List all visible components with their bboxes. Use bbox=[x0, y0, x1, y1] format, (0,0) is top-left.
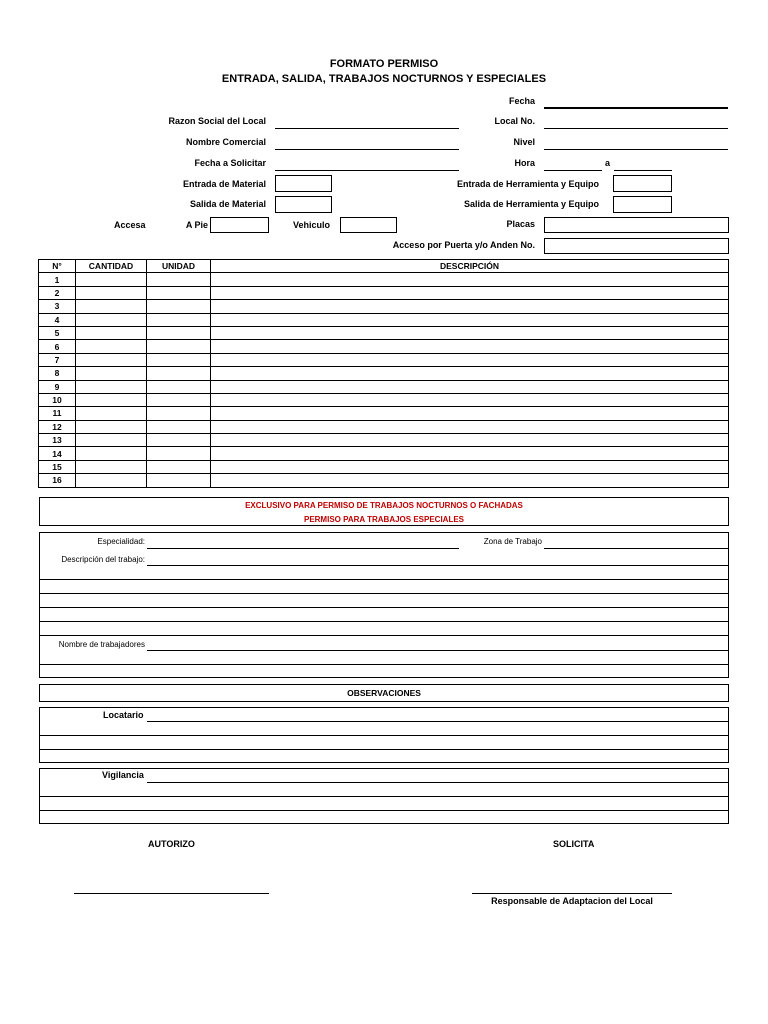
table-row bbox=[39, 286, 729, 299]
placas-label: Placas bbox=[506, 219, 535, 229]
autorizo-signature-line[interactable] bbox=[74, 893, 269, 894]
trabajadores-line-2[interactable] bbox=[39, 664, 729, 665]
descripcion-line-4[interactable] bbox=[39, 607, 729, 608]
cantidad-cell[interactable] bbox=[76, 460, 147, 473]
fecha-field[interactable] bbox=[544, 107, 728, 109]
salida-material-label: Salida de Material bbox=[189, 199, 266, 209]
descripcion-cell[interactable] bbox=[211, 447, 729, 460]
descripcion-cell[interactable] bbox=[211, 380, 729, 393]
row-number: 8 bbox=[39, 367, 76, 380]
acceso-puerta-box[interactable] bbox=[544, 238, 729, 254]
descripcion-cell[interactable] bbox=[211, 326, 729, 339]
descripcion-cell[interactable] bbox=[211, 367, 729, 380]
row-number: 15 bbox=[39, 460, 76, 473]
unidad-cell[interactable] bbox=[147, 474, 211, 487]
locatario-line-2[interactable] bbox=[39, 735, 729, 736]
special-line1: EXCLUSIVO PARA PERMISO DE TRABAJOS NOCTURNOS O FACHADAS bbox=[245, 501, 523, 510]
unidad-cell[interactable] bbox=[147, 447, 211, 460]
cantidad-cell[interactable] bbox=[76, 353, 147, 366]
nombre-comercial-field[interactable] bbox=[275, 149, 459, 150]
vehiculo-label: Vehiculo bbox=[292, 220, 330, 230]
unidad-cell[interactable] bbox=[147, 407, 211, 420]
entrada-herramienta-label: Entrada de Herramienta y Equipo bbox=[456, 179, 599, 189]
descripcion-cell[interactable] bbox=[211, 474, 729, 487]
salida-herramienta-box[interactable] bbox=[613, 196, 672, 213]
row-number: 6 bbox=[39, 340, 76, 353]
row-number: 14 bbox=[39, 447, 76, 460]
table-row bbox=[39, 353, 729, 366]
table-row bbox=[39, 313, 729, 326]
table-header-row bbox=[39, 260, 729, 273]
row-number: 1 bbox=[39, 273, 76, 286]
vehiculo-box[interactable] bbox=[340, 217, 397, 233]
descripcion-cell[interactable] bbox=[211, 340, 729, 353]
cantidad-cell[interactable] bbox=[76, 393, 147, 406]
form-title: FORMATO PERMISO bbox=[329, 58, 439, 70]
items-table bbox=[38, 259, 729, 488]
unidad-cell[interactable] bbox=[147, 434, 211, 447]
accesa-label: Accesa bbox=[114, 220, 146, 230]
special-form-box bbox=[39, 532, 729, 678]
table-row bbox=[39, 340, 729, 353]
trabajadores-line-1[interactable] bbox=[147, 650, 728, 651]
a-pie-label: A Pie bbox=[185, 220, 208, 230]
nombre-trabajadores-label: Nombre de trabajadores bbox=[58, 640, 145, 649]
zona-trabajo-label: Zona de Trabajo bbox=[483, 537, 542, 546]
unidad-cell[interactable] bbox=[147, 393, 211, 406]
col-header-cantidad: CANTIDAD bbox=[76, 260, 147, 273]
descripcion-cell[interactable] bbox=[211, 434, 729, 447]
descripcion-cell[interactable] bbox=[211, 273, 729, 286]
cantidad-cell[interactable] bbox=[76, 380, 147, 393]
autorizo-label: AUTORIZO bbox=[148, 839, 195, 849]
placas-box[interactable] bbox=[544, 217, 729, 233]
hora-label: Hora bbox=[514, 158, 535, 168]
unidad-cell[interactable] bbox=[147, 420, 211, 433]
unidad-cell[interactable] bbox=[147, 353, 211, 366]
local-no-label: Local No. bbox=[494, 116, 535, 126]
nombre-comercial-label: Nombre Comercial bbox=[185, 137, 266, 147]
especialidad-field[interactable] bbox=[147, 548, 459, 549]
descripcion-line-2[interactable] bbox=[39, 579, 729, 580]
entrada-herramienta-box[interactable] bbox=[613, 175, 672, 192]
unidad-cell[interactable] bbox=[147, 313, 211, 326]
cantidad-cell[interactable] bbox=[76, 273, 147, 286]
zona-trabajo-field[interactable] bbox=[544, 548, 728, 549]
row-number: 10 bbox=[39, 393, 76, 406]
unidad-cell[interactable] bbox=[147, 460, 211, 473]
descripcion-cell[interactable] bbox=[211, 460, 729, 473]
table-row bbox=[39, 380, 729, 393]
especialidad-label: Especialidad: bbox=[97, 537, 145, 546]
col-header-unidad: UNIDAD bbox=[147, 260, 211, 273]
hora-a-label: a bbox=[605, 158, 611, 168]
solicita-signature-line[interactable] bbox=[472, 893, 672, 894]
observaciones-title: OBSERVACIONES bbox=[347, 688, 421, 698]
cantidad-cell[interactable] bbox=[76, 434, 147, 447]
cantidad-cell[interactable] bbox=[76, 340, 147, 353]
table-row bbox=[39, 300, 729, 313]
cantidad-cell[interactable] bbox=[76, 286, 147, 299]
locatario-line-3[interactable] bbox=[39, 749, 729, 750]
cantidad-cell[interactable] bbox=[76, 420, 147, 433]
unidad-cell[interactable] bbox=[147, 286, 211, 299]
table-row bbox=[39, 420, 729, 433]
a-pie-box[interactable] bbox=[210, 217, 269, 233]
unidad-cell[interactable] bbox=[147, 367, 211, 380]
cantidad-cell[interactable] bbox=[76, 313, 147, 326]
descripcion-cell[interactable] bbox=[211, 407, 729, 420]
form-subtitle: ENTRADA, SALIDA, TRABAJOS NOCTURNOS Y ESPECIALES bbox=[221, 73, 547, 85]
vigilancia-label: Vigilancia bbox=[102, 770, 144, 780]
table-row bbox=[39, 407, 729, 420]
cantidad-cell[interactable] bbox=[76, 474, 147, 487]
cantidad-cell[interactable] bbox=[76, 326, 147, 339]
row-number: 11 bbox=[39, 407, 76, 420]
row-number: 13 bbox=[39, 434, 76, 447]
row-number: 2 bbox=[39, 286, 76, 299]
nivel-label: Nivel bbox=[513, 137, 535, 147]
unidad-cell[interactable] bbox=[147, 380, 211, 393]
descripcion-cell[interactable] bbox=[211, 300, 729, 313]
vigilancia-line-2[interactable] bbox=[39, 796, 729, 797]
salida-herramienta-label: Salida de Herramienta y Equipo bbox=[463, 199, 599, 209]
fecha-solicitar-field[interactable] bbox=[275, 170, 459, 171]
entrada-material-box[interactable] bbox=[275, 175, 332, 192]
local-no-field[interactable] bbox=[544, 128, 728, 129]
razon-social-label: Razon Social del Local bbox=[168, 116, 266, 126]
cantidad-cell[interactable] bbox=[76, 447, 147, 460]
row-number: 9 bbox=[39, 380, 76, 393]
descripcion-cell[interactable] bbox=[211, 393, 729, 406]
table-row bbox=[39, 434, 729, 447]
descripcion-cell[interactable] bbox=[211, 286, 729, 299]
cantidad-cell[interactable] bbox=[76, 407, 147, 420]
unidad-cell[interactable] bbox=[147, 273, 211, 286]
acceso-puerta-label: Acceso por Puerta y/o Anden No. bbox=[392, 240, 535, 250]
unidad-cell[interactable] bbox=[147, 326, 211, 339]
solicita-label: SOLICITA bbox=[553, 839, 595, 849]
special-line2: PERMISO PARA TRABAJOS ESPECIALES bbox=[303, 515, 465, 524]
razon-social-field[interactable] bbox=[275, 128, 459, 129]
row-number: 4 bbox=[39, 313, 76, 326]
vigilancia-line-1[interactable] bbox=[147, 782, 728, 783]
unidad-cell[interactable] bbox=[147, 340, 211, 353]
row-number: 12 bbox=[39, 420, 76, 433]
row-number: 5 bbox=[39, 326, 76, 339]
cantidad-cell[interactable] bbox=[76, 367, 147, 380]
col-header-descripcion: DESCRIPCIÓN bbox=[211, 260, 729, 273]
hora-desde-field[interactable] bbox=[544, 170, 602, 171]
locatario-line-1[interactable] bbox=[147, 721, 728, 722]
descripcion-trabajo-label: Descripción del trabajo: bbox=[61, 555, 145, 564]
table-row bbox=[39, 447, 729, 460]
locatario-label: Locatario bbox=[103, 710, 144, 720]
unidad-cell[interactable] bbox=[147, 300, 211, 313]
hora-hasta-field[interactable] bbox=[614, 170, 672, 171]
row-number: 7 bbox=[39, 353, 76, 366]
responsable-label: Responsable de Adaptacion del Local bbox=[491, 896, 653, 906]
fecha-label: Fecha bbox=[508, 96, 535, 106]
table-row bbox=[39, 367, 729, 380]
cantidad-cell[interactable] bbox=[76, 300, 147, 313]
vigilancia-line-3[interactable] bbox=[39, 810, 729, 811]
table-row bbox=[39, 326, 729, 339]
row-number: 16 bbox=[39, 474, 76, 487]
col-header-num: N° bbox=[39, 260, 76, 273]
descripcion-cell[interactable] bbox=[211, 313, 729, 326]
descripcion-line-3[interactable] bbox=[39, 593, 729, 594]
descripcion-line-5[interactable] bbox=[39, 621, 729, 622]
descripcion-line-6[interactable] bbox=[39, 635, 729, 636]
table-row bbox=[39, 460, 729, 473]
descripcion-line-1[interactable] bbox=[147, 565, 728, 566]
row-number: 3 bbox=[39, 300, 76, 313]
descripcion-cell[interactable] bbox=[211, 420, 729, 433]
salida-material-box[interactable] bbox=[275, 196, 332, 213]
descripcion-cell[interactable] bbox=[211, 353, 729, 366]
entrada-material-label: Entrada de Material bbox=[182, 179, 266, 189]
nivel-field[interactable] bbox=[544, 149, 728, 150]
table-row bbox=[39, 474, 729, 487]
table-row bbox=[39, 393, 729, 406]
fecha-solicitar-label: Fecha a Solicitar bbox=[194, 158, 266, 168]
table-row bbox=[39, 273, 729, 286]
